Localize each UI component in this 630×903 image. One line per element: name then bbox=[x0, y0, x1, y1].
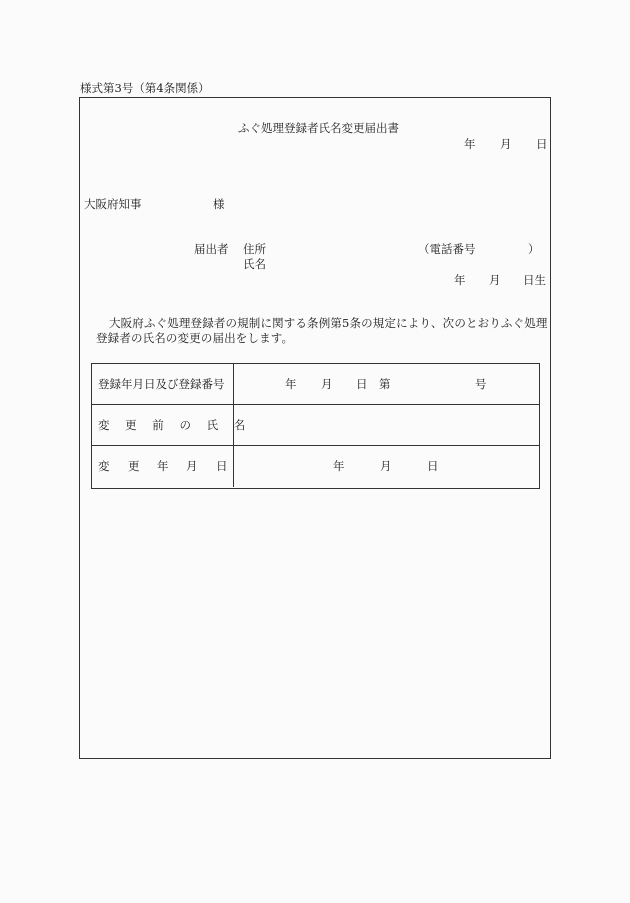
change-date-label-char: 日 bbox=[216, 459, 228, 473]
change-month-label: 月 bbox=[380, 459, 392, 473]
document-title: ふぐ処理登録者氏名変更届出書 bbox=[238, 121, 399, 135]
phone-number-label: （電話番号 bbox=[418, 242, 476, 256]
previous-name-label: 変 更 前 の 氏 名 bbox=[98, 418, 252, 432]
change-date-label-char: 変 bbox=[98, 459, 110, 473]
column-divider bbox=[233, 364, 234, 404]
applicant-label: 届出者 bbox=[194, 242, 229, 256]
table-row-registration bbox=[92, 364, 539, 405]
table-row-change-date bbox=[92, 446, 539, 487]
registration-dai-label: 第 bbox=[379, 377, 391, 391]
addressee-honorific: 様 bbox=[213, 197, 225, 211]
column-divider bbox=[233, 446, 234, 487]
change-day-label: 日 bbox=[427, 459, 439, 473]
address-label: 住所 bbox=[243, 242, 266, 256]
birth-month-label: 月 bbox=[489, 273, 501, 287]
birth-year-label: 年 bbox=[454, 273, 466, 287]
registration-day-label: 日 bbox=[356, 377, 368, 391]
submission-year-label: 年 bbox=[464, 137, 476, 151]
name-label: 氏名 bbox=[243, 257, 266, 271]
info-table bbox=[91, 363, 540, 489]
change-date-label-char: 更 bbox=[128, 459, 140, 473]
form-number: 様式第3号（第4条関係） bbox=[80, 81, 210, 95]
change-date-label-char: 月 bbox=[186, 459, 198, 473]
phone-close-paren: ） bbox=[528, 242, 540, 256]
declaration-text: 大阪府ふぐ処理登録者の規制に関する条例第5条の規定により、次のとおりふぐ処理登録者の氏名の変更の届出をします。 bbox=[96, 316, 548, 345]
registration-go-label: 号 bbox=[475, 377, 487, 391]
addressee-name: 大阪府知事 bbox=[84, 197, 142, 211]
submission-month-label: 月 bbox=[500, 137, 512, 151]
change-date-label-char: 年 bbox=[157, 459, 169, 473]
birth-day-label: 日生 bbox=[523, 273, 546, 287]
registration-year-label: 年 bbox=[285, 377, 297, 391]
registration-month-label: 月 bbox=[321, 377, 333, 391]
change-year-label: 年 bbox=[333, 459, 345, 473]
table-row-previous-name bbox=[92, 405, 539, 446]
registration-label: 登録年月日及び登録番号 bbox=[98, 377, 225, 391]
submission-day-label: 日 bbox=[536, 137, 548, 151]
